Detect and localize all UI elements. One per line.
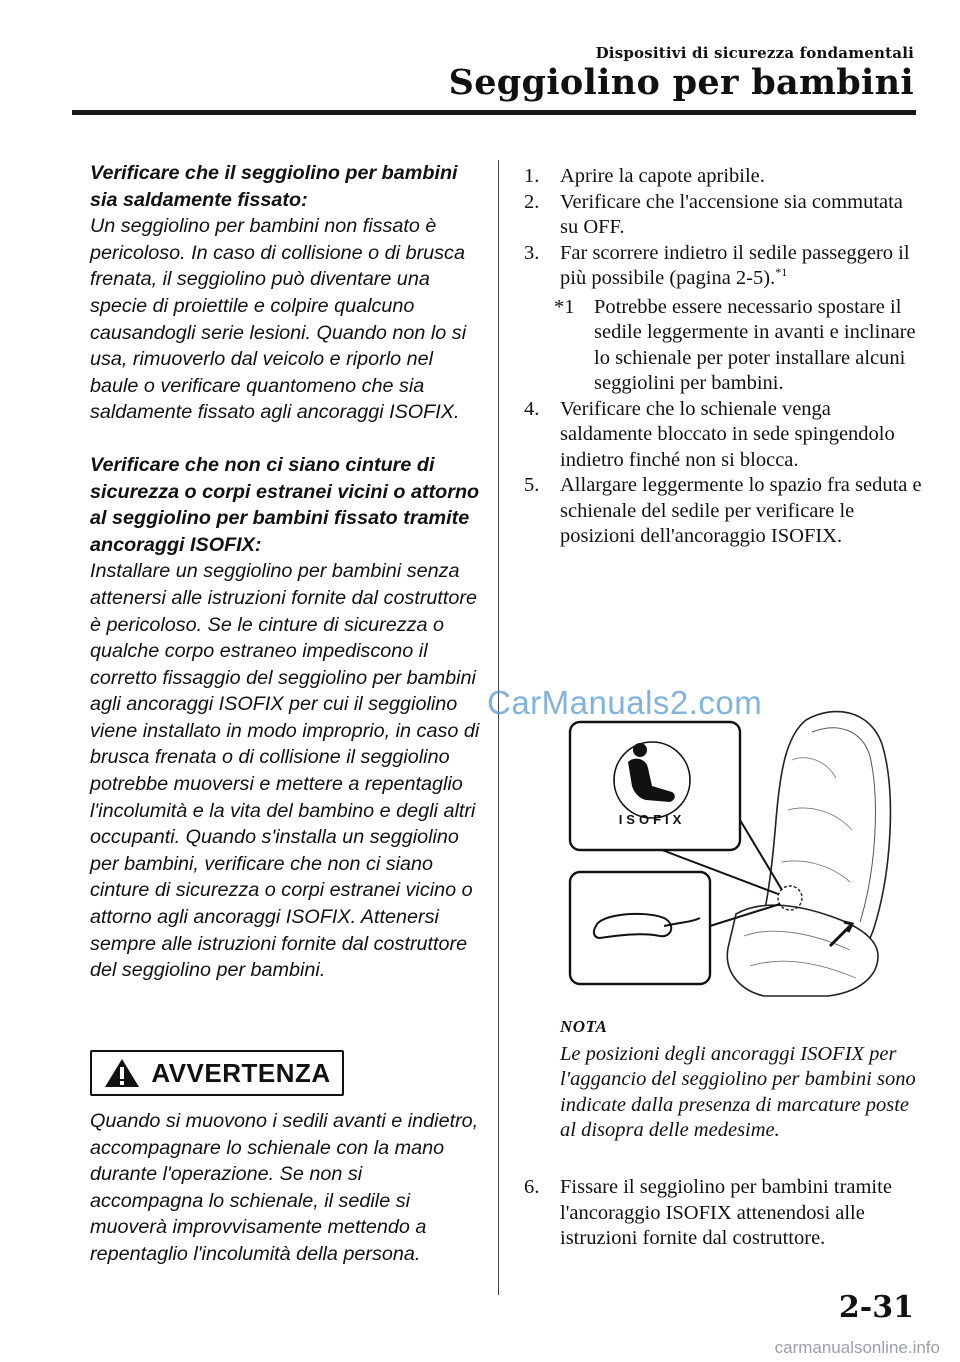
warning-label-box (90, 1050, 344, 1096)
step-number: 3. (524, 241, 540, 264)
warning-heading-1: Verificare che il seggiolino per bambini sia saldamente fissato: (90, 162, 458, 211)
isofix-emblem (614, 742, 690, 818)
step-6 (524, 1175, 924, 1252)
step-number: 4. (524, 397, 540, 420)
step-text: Verificare che l'accensione sia commutata su OFF. (560, 190, 903, 238)
note-block (560, 1014, 920, 1144)
footer-url: carmanualsonline.info (774, 1338, 940, 1357)
page-title: Seggiolino per bambini (448, 62, 914, 103)
left-column (90, 160, 480, 984)
step-text: Fissare il seggiolino per bambini tramite l'ancoraggio ISOFIX attenendosi alle istruzioni fornite dal costruttore. (560, 1176, 892, 1249)
step-number: 5. (524, 474, 540, 496)
note-body: Le posizioni degli ancoraggi ISOFIX per l'aggancio del seggiolino per bambini sono indicate dalla presenza di marcature poste al disopra delle medesime. (560, 1042, 916, 1141)
warning-triangle-icon (103, 1057, 141, 1089)
footnote-number: *1 (554, 295, 575, 318)
step-text: Aprire la capote apribile. (560, 165, 765, 187)
header-rule (72, 110, 916, 115)
footnote-ref: *1 (775, 265, 788, 280)
warning-body-2: Installare un seggiolino per bambini senza attenersi alle istruzioni fornite dal costruttore è pericoloso. Se le cinture di sicurezza o qualche corpo estraneo impediscono il corretto fissaggio del seggiolino per bambini agli ancoraggi ISOFIX per cui il seggiolino viene installato in modo improprio, in caso di brusca frenata o di collisione il seggiolino potrebbe muoversi e mettere a repentaglio l'incolumità e la vita del bambino e degli altri occupanti. Quando s'installa un seggiolino per bambini, verificare che non ci siano cinture di sicurezza o corpi estranei vicino o attorno agli ancoraggi ISOFIX. Attenersi sempre alle istruzioni fornite dal costruttore del seggiolino per bambini. (90, 560, 480, 982)
steps-column (524, 164, 924, 550)
step-1 (524, 164, 924, 190)
note-title: NOTA (560, 1017, 608, 1036)
step-4 (524, 397, 924, 474)
step-text: Allargare leggermente lo spazio fra seduta e schienale del sedile per verificare le posizioni dell'ancoraggio ISOFIX. (560, 474, 922, 547)
page-number: 2-31 (838, 1290, 914, 1325)
step-3 (524, 241, 924, 292)
anchor-bar (594, 914, 671, 938)
watermark: CarManuals2.com (487, 684, 763, 721)
step-2 (524, 190, 924, 241)
footnote-text: Potrebbe essere necessario spostare il sedile leggermente in avanti e inclinare lo schienale per poter installare alcuni seggiolini per bambini. (594, 295, 916, 394)
step-number: 6. (524, 1176, 540, 1198)
step-6-block (524, 1175, 924, 1252)
column-divider (498, 160, 499, 1295)
step-text: Far scorrere indietro il sedile passeggero il più possibile (pagina 2-5). (560, 241, 910, 289)
footnote (524, 295, 924, 397)
step-5 (524, 473, 924, 550)
step-number: 1. (524, 165, 540, 187)
warning-label: AVVERTENZA (151, 1057, 331, 1088)
warning-body-1: Un seggiolino per bambini non fissato è pericoloso. In caso di collisione o di brusca frenata, il seggiolino può diventare una specie di proiettile e colpire qualcuno causandogli serie lesioni. Quando non lo si usa, rimuoverlo dal veicolo e riporlo nel baule o verificare quantomeno che sia saldamente fissato agli ancoraggi ISOFIX. (90, 215, 467, 424)
step-number: 2. (524, 190, 540, 213)
isofix-seat-illustration (560, 700, 920, 1000)
warning-text: Quando si muovono i sedili avanti e indietro, accompagnare lo schienale con la mano durante l'operazione. Se non si accompagna lo schienale, il sedile si muoverà improvvisamente mettendo a repentaglio l'incolumità della persona. (90, 1110, 479, 1265)
paragraph-gap (90, 426, 480, 452)
section-title: Dispositivi di sicurezza fondamentali (595, 44, 914, 62)
warning-heading-2: Verificare che non ci siano cinture di sicurezza o corpi estranei vicini o attorno al seggiolino per bambini fissato tramite ancoraggi ISOFIX: (90, 453, 480, 556)
step-text: Verificare che lo schienale venga saldamente bloccato in sede spingendolo indietro finché non si blocca. (560, 397, 895, 471)
isofix-emblem-label: ISOFIX (618, 812, 686, 827)
